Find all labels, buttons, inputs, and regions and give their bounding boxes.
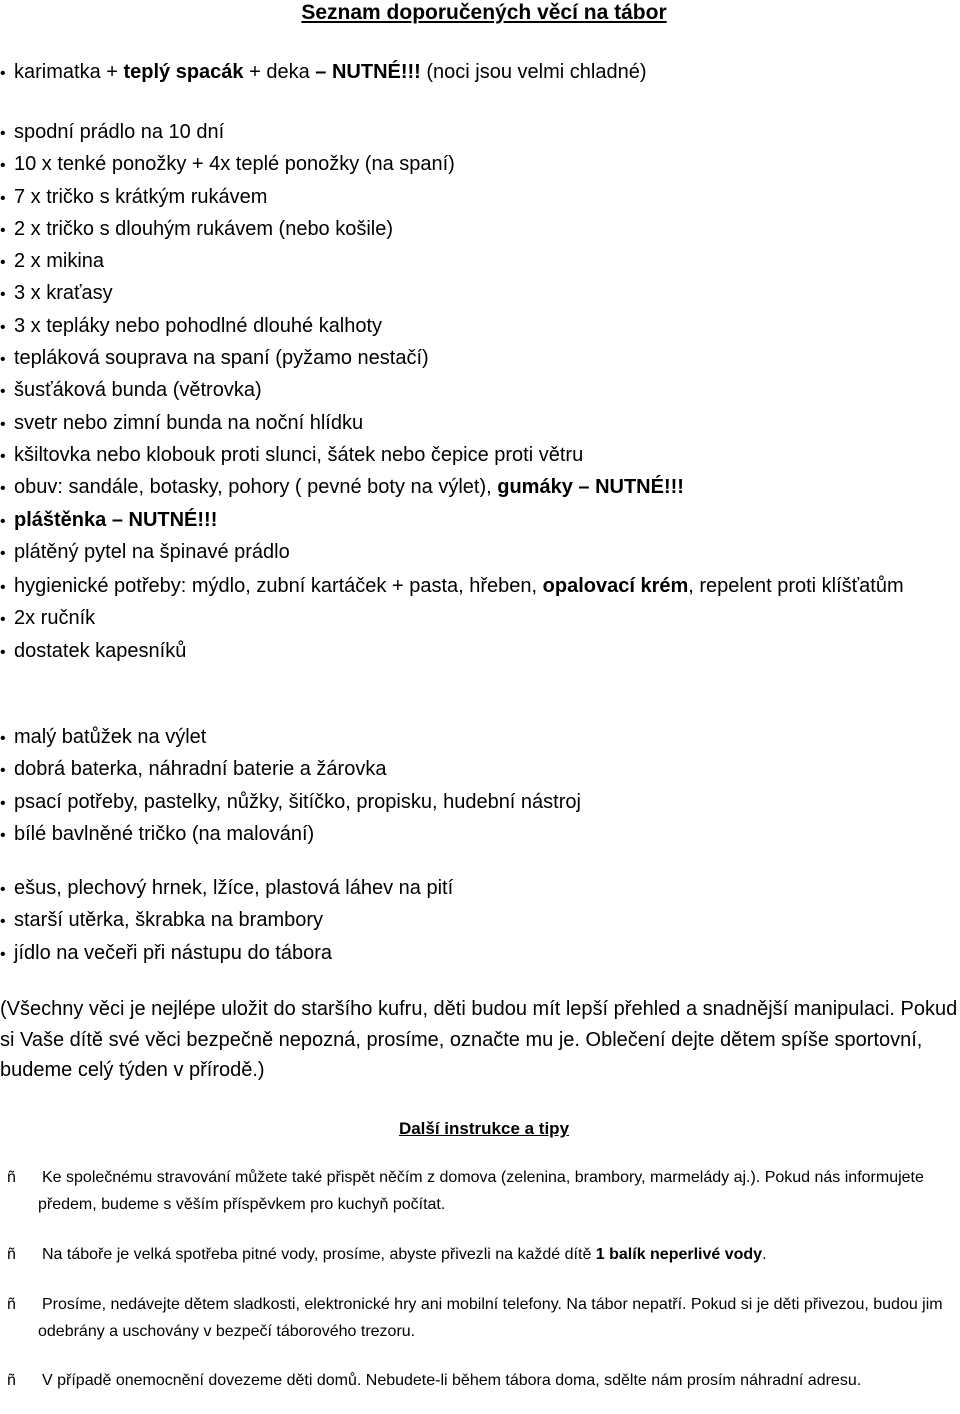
list-item: • hygienické potřeby: mýdlo, zubní kartáček + pasta, hřeben, opalovací krém, repelent proti klíšťatům	[0, 571, 960, 603]
tip-text: Na táboře je velká spotřeba pitné vody, prosíme, abyste přivezli na každé dítě 1 balík neperlivé vody.	[42, 1246, 767, 1263]
list-group-clothing	[0, 117, 960, 569]
bullet-icon: •	[0, 512, 6, 530]
section-subtitle: Další instrukce a tipy	[398, 1119, 570, 1138]
list-group-supplies	[0, 722, 960, 851]
bullet-icon: •	[0, 945, 6, 963]
list-item: • 10 x tenké ponožky + 4x teplé ponožky (na spaní)	[0, 149, 960, 181]
list-item: • 2 x tričko s dlouhým rukávem (nebo košile)	[0, 214, 960, 246]
tip-marker-icon: ñ	[7, 1296, 16, 1313]
bullet-icon: •	[0, 794, 6, 812]
bullet-icon: •	[0, 189, 6, 207]
list-item: • spodní prádlo na 10 dní	[0, 117, 960, 149]
bullet-icon: •	[0, 65, 6, 82]
list-item: • obuv: sandále, botasky, pohory ( pevné boty na výlet), gumáky – NUTNÉ!!!	[0, 472, 960, 504]
bullet-icon: •	[0, 826, 6, 844]
list-item: • dostatek kapesníků	[0, 636, 960, 668]
list-item: • bílé bavlněné tričko (na malování)	[0, 819, 960, 851]
bullet-icon: •	[0, 125, 6, 142]
tip-text: Ke společnému stravování můžete také přispět něčím z domova (zelenina, brambory, marmelády aj.). Pokud nás informujete předem, budeme s věším příspěvkem pro kuchyň počítat.	[38, 1169, 924, 1213]
list-item: • plátěný pytel na špinavé prádlo	[0, 537, 960, 569]
tip-item	[0, 1242, 960, 1269]
list-item: • starší utěrka, škrabka na brambory	[0, 905, 960, 937]
bullet-icon: •	[0, 447, 6, 465]
bullet-icon: •	[0, 611, 6, 629]
list-item: • svetr nebo zimní bunda na noční hlídku	[0, 408, 960, 440]
list-item: • dobrá baterka, náhradní baterie a žárovka	[0, 754, 960, 786]
tip-text: V případě onemocnění dovezeme děti domů. Nebudete-li během tábora doma, sdělte nám prosím náhradní adresu.	[42, 1372, 862, 1389]
tip-marker-icon: ñ	[7, 1246, 16, 1263]
tip-marker-icon: ñ	[7, 1372, 16, 1389]
list-group-sleeping	[0, 57, 960, 89]
tip-text: Prosíme, nedávejte dětem sladkosti, elektronické hry ani mobilní telefony. Na tábor nepatří. Pokud si je děti přivezou, budou jim odebrány a uschovány v bezpečí táborového trezoru.	[38, 1296, 943, 1340]
bullet-icon: •	[0, 913, 6, 931]
bullet-icon: •	[0, 730, 6, 747]
list-item: • 3 x kraťasy	[0, 278, 960, 310]
list-item: • psací potřeby, pastelky, nůžky, šitíčko, propisku, hudební nástroj	[0, 787, 960, 819]
bullet-icon: •	[0, 643, 6, 661]
bullet-icon: •	[0, 221, 6, 239]
list-item: • šusťáková bunda (větrovka)	[0, 375, 960, 407]
bullet-icon: •	[0, 579, 6, 596]
list-item: • 3 x tepláky nebo pohodlné dlouhé kalhoty	[0, 311, 960, 343]
bullet-icon: •	[0, 318, 6, 336]
bullet-icon: •	[0, 286, 6, 304]
bullet-icon: •	[0, 415, 6, 433]
bullet-icon: •	[0, 157, 6, 175]
bullet-icon: •	[0, 544, 6, 562]
list-item: • 7 x tričko s krátkým rukávem	[0, 182, 960, 214]
bullet-icon: •	[0, 383, 6, 401]
list-item: • pláštěnka – NUTNÉ!!!	[0, 505, 960, 537]
bullet-icon: •	[0, 480, 6, 498]
note-paragraph: (Všechny věci je nejlépe uložit do staršího kufru, děti budou mít lepší přehled a snadnější manipulaci. Pokud si Vaše dítě své věci bezpečně nepozná, prosíme, označte mu je. Oblečení dejte dětem spíše sportovní, budeme celý týden v přírodě.)	[0, 998, 958, 1081]
list-item: • malý batůžek na výlet	[0, 722, 960, 754]
list-item: • karimatka + teplý spacák + deka – NUTNÉ!!! (noci jsou velmi chladné)	[0, 57, 960, 89]
bullet-icon: •	[0, 351, 6, 369]
tip-marker-icon: ñ	[7, 1169, 16, 1186]
bullet-icon: •	[0, 254, 6, 272]
tip-item	[0, 1165, 960, 1218]
list-item: • 2x ručník	[0, 603, 960, 635]
list-item: • tepláková souprava na spaní (pyžamo nestačí)	[0, 343, 960, 375]
page-title: Seznam doporučených věcí na tábor	[301, 1, 667, 24]
list-group-hygiene	[0, 571, 960, 668]
list-item: • jídlo na večeři při nástupu do tábora	[0, 938, 960, 970]
list-item: • ešus, plechový hrnek, lžíce, plastová láhev na pití	[0, 873, 960, 905]
bullet-icon: •	[0, 762, 6, 780]
tip-item	[0, 1292, 960, 1345]
list-group-kitchen	[0, 873, 960, 970]
bullet-icon: •	[0, 881, 6, 898]
list-item: • 2 x mikina	[0, 246, 960, 278]
tip-item	[0, 1368, 960, 1395]
list-item: • kšiltovka nebo klobouk proti slunci, šátek nebo čepice proti větru	[0, 440, 960, 472]
